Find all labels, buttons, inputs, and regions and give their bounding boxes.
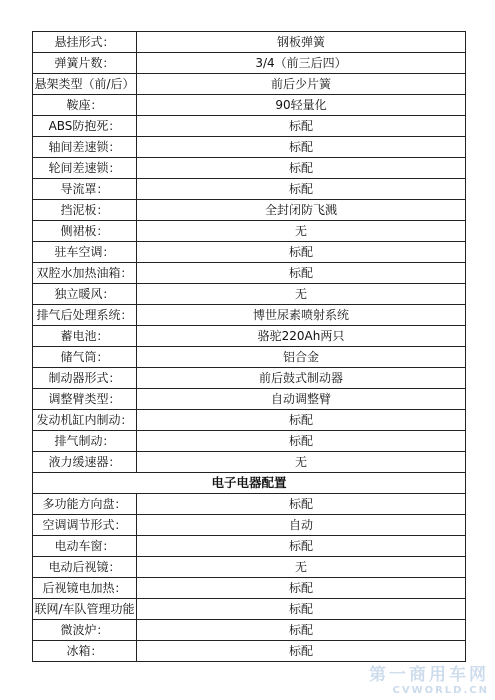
table-row <box>33 410 466 431</box>
spec-value: 标配 <box>137 578 466 599</box>
table-row <box>33 137 466 158</box>
spec-label: 导流罩： <box>33 179 137 200</box>
spec-value: 标配 <box>137 116 466 137</box>
spec-value: 标配 <box>137 158 466 179</box>
spec-value: 标配 <box>137 242 466 263</box>
spec-label: 空调调节形式： <box>33 515 137 536</box>
spec-value: 标配 <box>137 410 466 431</box>
spec-value: 3/4（前三后四） <box>137 53 466 74</box>
spec-label: 储气筒： <box>33 347 137 368</box>
table-row <box>33 221 466 242</box>
table-row <box>33 347 466 368</box>
spec-label: 微波炉： <box>33 620 137 641</box>
table-row <box>33 263 466 284</box>
spec-value: 前后少片簧 <box>137 74 466 95</box>
spec-value: 标配 <box>137 137 466 158</box>
spec-value: 标配 <box>137 431 466 452</box>
table-row <box>33 494 466 515</box>
spec-value: 标配 <box>137 599 466 620</box>
spec-value: 无 <box>137 221 466 242</box>
spec-label: 蓄电池： <box>33 326 137 347</box>
table-row <box>33 242 466 263</box>
table-row <box>33 536 466 557</box>
spec-value: 标配 <box>137 641 466 662</box>
table-row <box>33 74 466 95</box>
watermark-logo <box>369 660 489 696</box>
table-row <box>33 284 466 305</box>
table-row <box>33 557 466 578</box>
spec-label: 液力缓速器： <box>33 452 137 473</box>
spec-label: 冰箱： <box>33 641 137 662</box>
table-row <box>33 620 466 641</box>
spec-label: 独立暖风： <box>33 284 137 305</box>
spec-value: 90轻量化 <box>137 95 466 116</box>
spec-value: 自动 <box>137 515 466 536</box>
table-row <box>33 431 466 452</box>
spec-label: 联网/车队管理功能 <box>33 599 137 620</box>
table-row <box>33 116 466 137</box>
spec-value: 铝合金 <box>137 347 466 368</box>
table-row <box>33 32 466 53</box>
spec-label: ABS防抱死： <box>33 116 137 137</box>
table-row <box>33 158 466 179</box>
table-row <box>33 200 466 221</box>
spec-label: 驻车空调： <box>33 242 137 263</box>
table-row <box>33 368 466 389</box>
spec-label: 挡泥板： <box>33 200 137 221</box>
section-header-row <box>33 473 466 494</box>
table-row <box>33 179 466 200</box>
spec-label: 排气制动： <box>33 431 137 452</box>
table-row <box>33 599 466 620</box>
spec-value: 标配 <box>137 263 466 284</box>
table-row <box>33 326 466 347</box>
spec-table-body <box>33 32 466 662</box>
spec-label: 发动机缸内制动： <box>33 410 137 431</box>
spec-value: 无 <box>137 284 466 305</box>
spec-label: 排气后处理系统： <box>33 305 137 326</box>
table-row <box>33 452 466 473</box>
spec-label: 鞍座： <box>33 95 137 116</box>
spec-value: 钢板弹簧 <box>137 32 466 53</box>
table-row <box>33 641 466 662</box>
spec-label: 侧裙板： <box>33 221 137 242</box>
table-row <box>33 389 466 410</box>
table-row <box>33 515 466 536</box>
spec-label: 电动车窗： <box>33 536 137 557</box>
table-row <box>33 95 466 116</box>
spec-value: 前后鼓式制动器 <box>137 368 466 389</box>
spec-value: 自动调整臂 <box>137 389 466 410</box>
spec-label: 电动后视镜： <box>33 557 137 578</box>
spec-label: 悬挂形式： <box>33 32 137 53</box>
spec-value: 标配 <box>137 620 466 641</box>
table-row <box>33 305 466 326</box>
table-row <box>33 578 466 599</box>
spec-label: 调整臂类型： <box>33 389 137 410</box>
spec-label: 双腔水加热油箱： <box>33 263 137 284</box>
spec-value: 博世尿素喷射系统 <box>137 305 466 326</box>
spec-label: 制动器形式： <box>33 368 137 389</box>
spec-label: 后视镜电加热： <box>33 578 137 599</box>
spec-label: 轴间差速锁： <box>33 137 137 158</box>
spec-value: 标配 <box>137 494 466 515</box>
spec-label: 悬架类型（前/后） <box>33 74 137 95</box>
spec-value: 全封闭防飞溅 <box>137 200 466 221</box>
spec-value: 无 <box>137 452 466 473</box>
spec-value: 标配 <box>137 179 466 200</box>
spec-label: 多功能方向盘： <box>33 494 137 515</box>
section-header: 电子电器配置 <box>33 473 466 494</box>
spec-value: 骆驼220Ah两只 <box>137 326 466 347</box>
spec-table <box>32 31 466 662</box>
spec-value: 无 <box>137 557 466 578</box>
watermark-en-text: CVWORLD.CN <box>392 685 489 696</box>
watermark-cn-text: 第一商用车网 <box>369 665 489 685</box>
spec-label: 轮间差速锁： <box>33 158 137 179</box>
spec-value: 标配 <box>137 536 466 557</box>
table-row <box>33 53 466 74</box>
spec-label: 弹簧片数： <box>33 53 137 74</box>
